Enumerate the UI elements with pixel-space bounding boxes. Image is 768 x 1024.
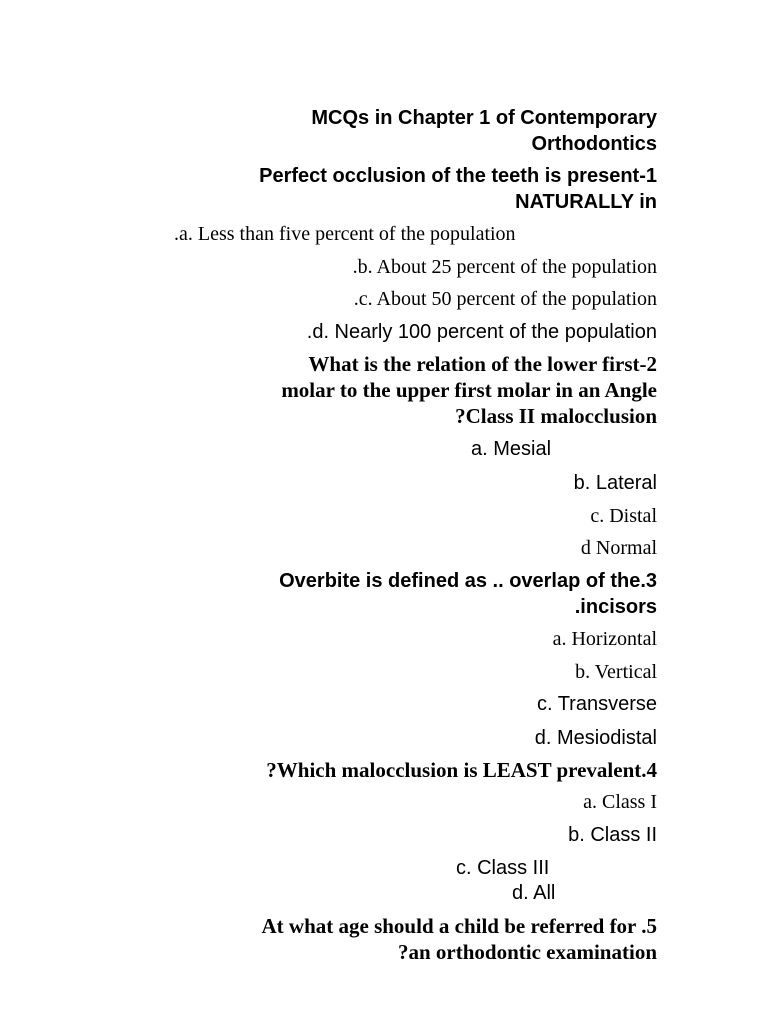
page-title-line-2: Orthodontics <box>531 133 657 155</box>
question-4-option-b: b. Class II <box>568 824 657 846</box>
question-2-line-3: ?Class II malocclusion <box>455 404 657 428</box>
question-4-option-a: a. Class I <box>583 791 657 813</box>
question-1-option-c: .c. About 50 percent of the population <box>353 288 657 310</box>
page-title-line-1: MCQs in Chapter 1 of Contemporary <box>311 107 657 129</box>
question-2-line-1: What is the relation of the lower first-2 <box>308 352 657 376</box>
question-1-option-b: .b. About 25 percent of the population <box>352 256 657 278</box>
question-2-option-a: a. Mesial <box>471 438 552 460</box>
question-3-option-b: b. Vertical <box>575 661 657 683</box>
question-5-line-1: At what age should a child be referred for .5 <box>261 914 657 938</box>
question-1-option-d: .d. Nearly 100 percent of the population <box>306 321 657 343</box>
question-1-line-2: NATURALLY in <box>515 191 657 213</box>
question-4-option-d: d. All <box>512 882 556 904</box>
question-2-line-2: molar to the upper first molar in an Angle <box>281 378 657 402</box>
question-3-option-a: a. Horizontal <box>552 628 657 650</box>
question-2-option-b: b. Lateral <box>573 472 657 494</box>
question-2-option-c: c. Distal <box>590 505 657 527</box>
question-3-line-2: .incisors <box>574 596 657 618</box>
question-2-option-d: d Normal <box>580 537 657 559</box>
question-3-line-1: Overbite is defined as .. overlap of the.3 <box>279 570 657 592</box>
question-4-option-c: c. Class III <box>456 857 550 879</box>
question-1-option-a: .a. Less than five percent of the population <box>174 223 516 245</box>
question-5-line-2: ?an orthodontic examination <box>397 940 657 964</box>
question-3-option-c: c. Transverse <box>536 693 657 715</box>
question-4-line-1: ?Which malocclusion is LEAST prevalent.4 <box>266 758 657 782</box>
question-1-line-1: Perfect occlusion of the teeth is present-1 <box>259 165 657 187</box>
question-3-option-d: d. Mesiodistal <box>534 727 657 749</box>
